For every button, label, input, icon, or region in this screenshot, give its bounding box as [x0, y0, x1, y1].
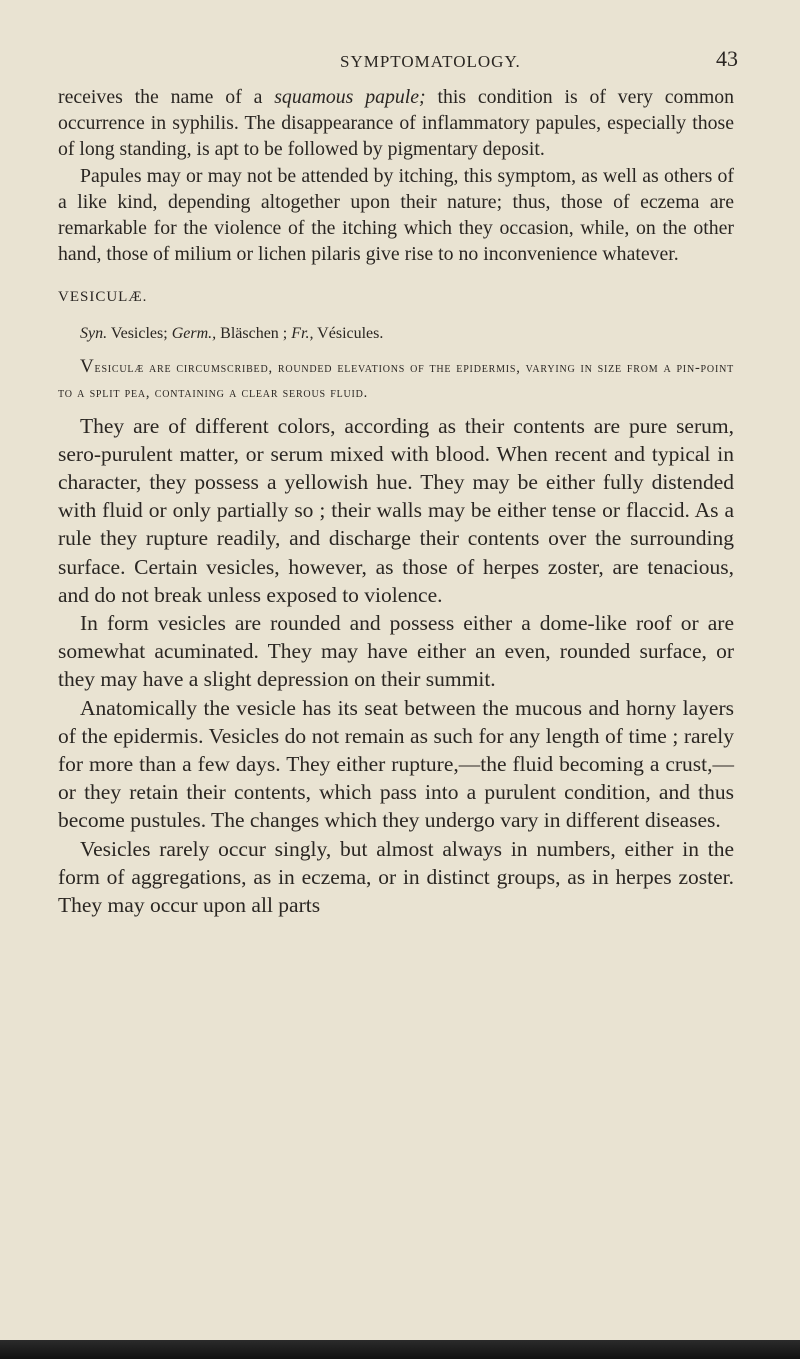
body-text [58, 84, 734, 919]
paragraph-anatomy: Anatomically the vesicle has its seat between the mucous and horny layers of the epidermis. Vesicles do not remain as such for any length of time ; rarely for more than a few days. They either rupture,—the fluid becoming a crust,—or they retain their contents, which pass into a purulent condition, and thus become pustules. The changes which they undergo vary in different diseases. [58, 695, 734, 833]
paragraph-colors: They are of different colors, according as their contents are pure serum, sero-purulent matter, or serum mixed with blood. When recent and typical in character, they possess a yellowish hue. They may be either fully distended with fluid or only partially so ; their walls may be either tense or flaccid. As a rule they rupture readily, and discharge their contents over the surrounding surface. Certain vesicles, however, as those of herpes zoster, are tenacious, and do not break unless exposed to violence. [58, 413, 734, 607]
paragraph-form: In form vesicles are rounded and possess either a dome-like roof or are somewhat acuminated. They may have either an even, rounded surface, or they may have a slight depression on their summit. [58, 611, 734, 692]
page-edge-shadow [0, 1340, 800, 1359]
synonyms-line: Syn. Vesicles; Germ., Bläschen ; Fr., Vésicules. [80, 324, 384, 342]
running-head-title: SYMPTOMATOLOGY. [340, 52, 521, 71]
paragraph-papules-itching: Papules may or may not be attended by itching, this symptom, as well as others of a like kind, depending altogether upon their nature; thus, those of eczema are remarkable for the violence of the itching which they occasion, while, on the other hand, those of milium or lichen pilaris give rise to no inconvenience whatever. [58, 164, 734, 266]
definition-vesiculae: Vesiculæ are circumscribed, rounded elevations of the epidermis, varying in size from a pin-point to a split pea, containing a clear serous fluid. [58, 355, 734, 401]
paragraph-squamous-papule: receives the name of a squamous papule; this condition is of very common occurrence in syphilis. The disappearance of inflammatory papules, especially those of long standing, is apt to be followed by pigmentary deposit. [58, 86, 734, 161]
term-squamous-papule: squamous papule; [274, 86, 426, 108]
page-number: 43 [716, 46, 738, 71]
paragraph-distribution: Vesicles rarely occur singly, but almost always in numbers, either in the form of aggregations, as in eczema, or in distinct groups, as in herpes zoster. They may occur upon all parts [58, 836, 734, 918]
section-heading: VESICULÆ. [58, 289, 148, 306]
